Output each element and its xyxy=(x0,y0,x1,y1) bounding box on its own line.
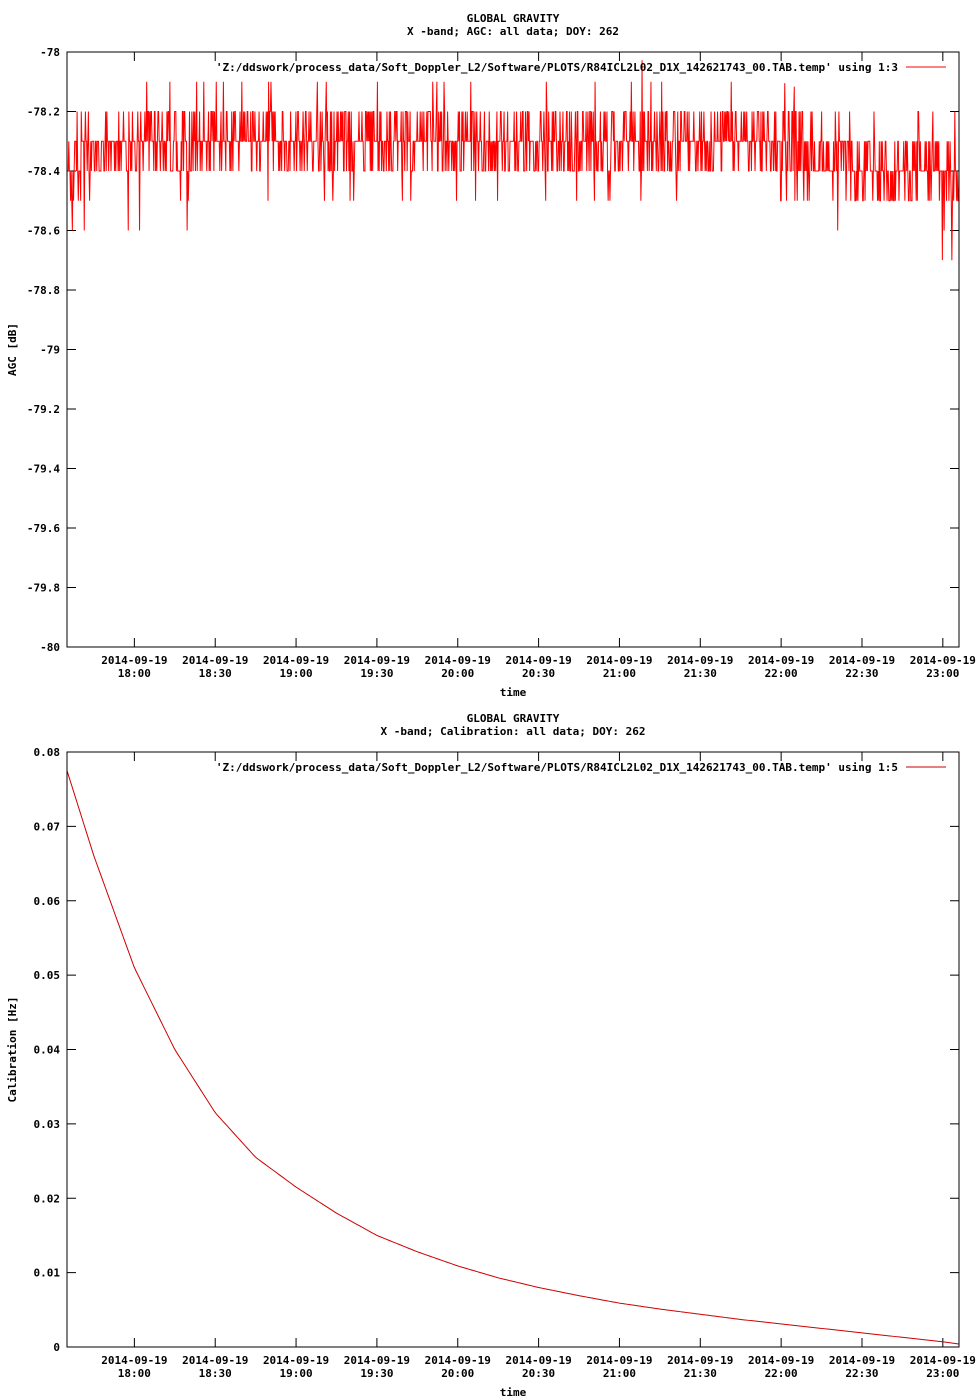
y-tick-label: -78.4 xyxy=(26,165,60,178)
y-tick-label: 0.05 xyxy=(33,969,60,983)
x-tick-date-label: 2014-09-19 xyxy=(101,654,168,667)
legend-label: 'Z:/ddswork/process_data/Soft_Doppler_L2/Software/PLOTS/R84ICL2L02_D1X_142621743_00.TAB.temp' using 1:3 xyxy=(215,61,898,74)
x-tick-time-label: 18:30 xyxy=(198,667,232,680)
x-tick-time-label: 23:00 xyxy=(926,1367,960,1380)
x-tick-time-label: 22:00 xyxy=(764,1367,798,1380)
x-tick-time-label: 19:30 xyxy=(360,1367,394,1380)
x-tick-time-label: 19:30 xyxy=(360,667,394,680)
x-tick-time-label: 23:00 xyxy=(926,667,960,680)
x-tick-time-label: 18:00 xyxy=(117,667,151,680)
plot-frame xyxy=(67,752,959,1347)
y-tick-label: -80 xyxy=(40,641,60,654)
chart-title: GLOBAL GRAVITY xyxy=(466,712,560,725)
y-tick-label: -79.8 xyxy=(26,581,60,595)
y-tick-label: -79.6 xyxy=(26,522,60,535)
x-tick-time-label: 21:00 xyxy=(602,667,637,680)
y-tick-label: 0.04 xyxy=(33,1043,60,1057)
x-tick-date-label: 2014-09-19 xyxy=(586,1354,653,1367)
x-tick-time-label: 19:00 xyxy=(279,667,313,680)
y-tick-label: 0.06 xyxy=(33,894,60,908)
chart-1 xyxy=(6,12,976,699)
chart-subtitle: X -band; AGC: all data; DOY: 262 xyxy=(407,25,619,38)
x-tick-date-label: 2014-09-19 xyxy=(667,1354,734,1367)
chart-2 xyxy=(6,712,976,1399)
x-tick-date-label: 2014-09-19 xyxy=(262,654,330,667)
y-tick-label: -79 xyxy=(40,343,60,357)
x-tick-time-label: 21:30 xyxy=(683,667,717,680)
y-tick-label: -78 xyxy=(40,46,60,59)
series-line xyxy=(67,771,959,1344)
y-tick-label: -79.4 xyxy=(26,462,60,476)
y-tick-label: 0.08 xyxy=(33,746,60,759)
legend-label: 'Z:/ddswork/process_data/Soft_Doppler_L2/Software/PLOTS/R84ICL2L02_D1X_142621743_00.TAB.temp' using 1:5 xyxy=(215,761,898,774)
x-axis-label: time xyxy=(499,1386,527,1399)
x-tick-date-label: 2014-09-19 xyxy=(667,654,734,667)
x-axis-label: time xyxy=(499,686,527,699)
x-tick-date-label: 2014-09-19 xyxy=(343,654,411,667)
y-axis-label: AGC [dB] xyxy=(6,323,19,376)
x-tick-date-label: 2014-09-19 xyxy=(828,654,896,667)
series-line xyxy=(67,60,959,260)
x-tick-date-label: 2014-09-19 xyxy=(505,654,572,667)
x-tick-time-label: 21:30 xyxy=(683,1367,717,1380)
y-tick-label: -78.6 xyxy=(26,224,60,238)
x-tick-time-label: 20:30 xyxy=(522,1367,556,1380)
x-tick-date-label: 2014-09-19 xyxy=(101,1354,168,1367)
x-tick-time-label: 22:30 xyxy=(845,667,879,680)
x-tick-time-label: 21:00 xyxy=(602,1367,637,1380)
chart-title: GLOBAL GRAVITY xyxy=(466,12,560,25)
x-tick-date-label: 2014-09-19 xyxy=(909,654,976,667)
x-tick-time-label: 20:00 xyxy=(441,1367,475,1380)
x-tick-date-label: 2014-09-19 xyxy=(828,1354,896,1367)
y-tick-label: 0.07 xyxy=(33,820,60,834)
y-tick-label: -78.8 xyxy=(26,284,60,297)
y-tick-label: -79.2 xyxy=(26,403,60,416)
y-axis-label: Calibration [Hz] xyxy=(6,996,19,1103)
x-tick-time-label: 18:30 xyxy=(198,1367,232,1380)
y-tick-label: 0.03 xyxy=(33,1117,60,1131)
y-tick-label: 0 xyxy=(53,1341,60,1354)
x-tick-date-label: 2014-09-19 xyxy=(748,1354,815,1367)
x-tick-time-label: 18:00 xyxy=(117,1367,151,1380)
chart-subtitle: X -band; Calibration: all data; DOY: 262 xyxy=(380,725,646,738)
x-tick-date-label: 2014-09-19 xyxy=(505,1354,572,1367)
x-tick-time-label: 20:00 xyxy=(441,667,475,680)
y-tick-label: -78.2 xyxy=(26,105,60,119)
y-tick-label: 0.01 xyxy=(33,1266,60,1280)
x-tick-time-label: 22:00 xyxy=(764,667,798,680)
x-tick-time-label: 20:30 xyxy=(522,667,556,680)
x-tick-date-label: 2014-09-19 xyxy=(424,654,491,667)
y-tick-label: 0.02 xyxy=(33,1192,60,1206)
x-tick-date-label: 2014-09-19 xyxy=(262,1354,330,1367)
x-tick-date-label: 2014-09-19 xyxy=(909,1354,976,1367)
x-tick-date-label: 2014-09-19 xyxy=(748,654,815,667)
x-tick-date-label: 2014-09-19 xyxy=(343,1354,411,1367)
x-tick-time-label: 22:30 xyxy=(845,1367,879,1380)
x-tick-date-label: 2014-09-19 xyxy=(182,654,249,667)
x-tick-date-label: 2014-09-19 xyxy=(424,1354,491,1367)
x-tick-time-label: 19:00 xyxy=(279,1367,313,1380)
x-tick-date-label: 2014-09-19 xyxy=(586,654,653,667)
x-tick-date-label: 2014-09-19 xyxy=(182,1354,249,1367)
